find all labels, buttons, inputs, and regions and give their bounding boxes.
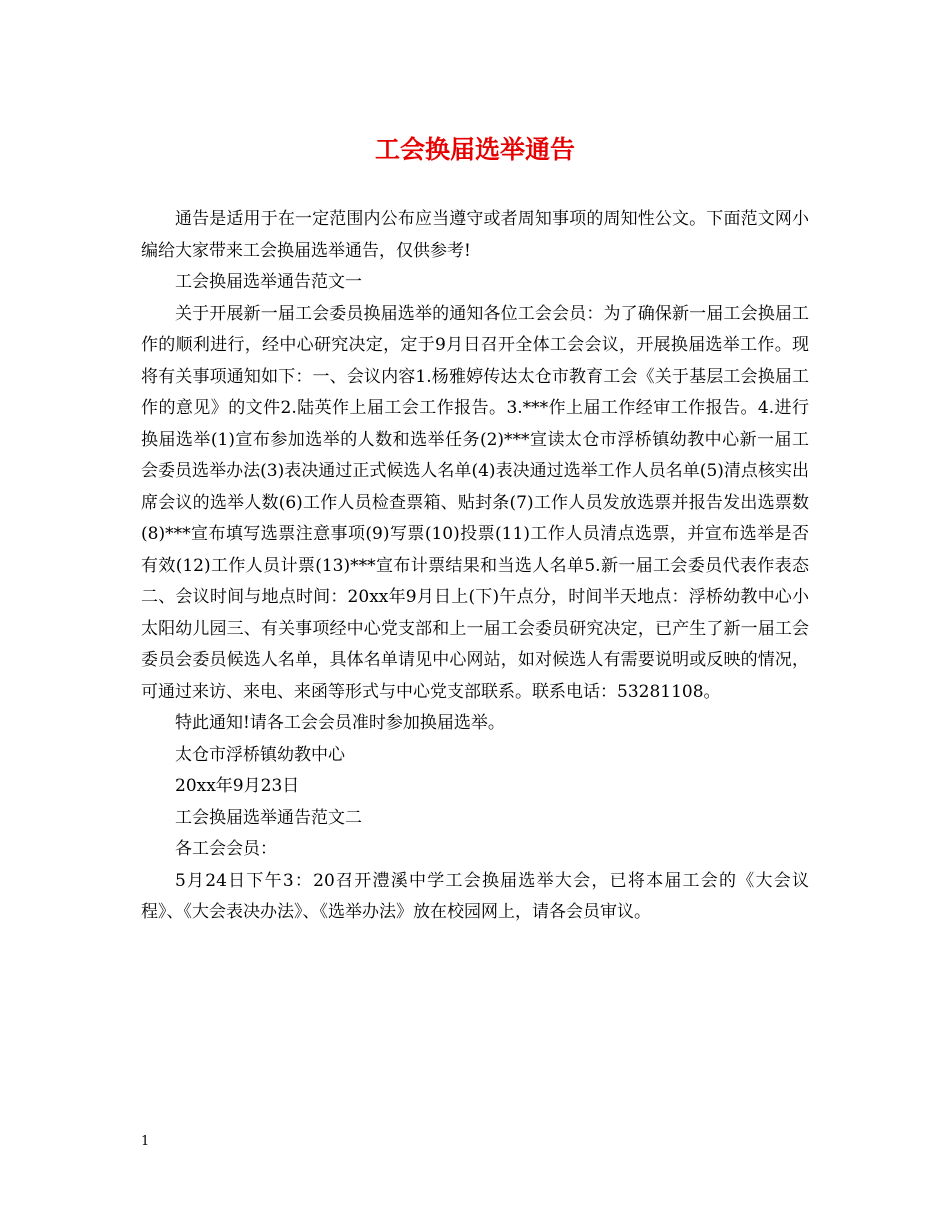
closing-notice: 特此通知!请各工会会员准时参加换届选举。 (175, 713, 505, 733)
sample-two-body: 5月24日下午3：20召开澧溪中学工会换届选举大会，已将本届工会的《大会议程》、《大会表决办法》、《选举办法》放在校园网上，请各会员审议。 (141, 870, 809, 922)
page-number: 1 (141, 1134, 150, 1149)
sample-one-body: 关于开展新一届工会委员换届选举的通知各位工会会员：为了确保新一届工会换届工作的顺利进行，经中心研究决定，定于9月日召开全体工会会议，开展换届选举工作。现将有关事项通知如下：一、会议内容1.杨雅婷传达太仓市教育工会《关于基层工会换届工作的意见》的文件2.陆英作上届工会工作报告。3.***作上届工作经审工作报告。4.进行换届选举(1)宣布参加选举的人数和选举任务(2)***宣读太仓市浮桥镇幼教中心新一届工会委员选举办法(3)表决通过正式候选人名单(4)表决通过选举工作人员名单(5)清点核实出席会议的选举人数(6)工作人员检查票箱、贴封条(7)工作人员发放选票并报告发出选票数(8)***宣布填写选票注意事项(9)写票(10)投票(11)工作人员清点选票，并宣布选举是否有效(12)工作人员计票(13)***宣布计票结果和当选人名单5.新一届工会委员代表作表态二、会议时间与地点时间：20xx年9月日上(下)午点分，时间半天地点：浮桥幼教中心小太阳幼儿园三、有关事项经中心党支部和上一届工会委员研究决定，已产生了新一届工会委员会委员候选人名单，具体名单请见中心网站，如对候选人有需要说明或反映的情况，可通过来访、来电、来函等形式与中心党支部联系。联系电话：53281108。 (141, 303, 809, 702)
intro-paragraph: 通告是适用于在一定范围内公布应当遵守或者周知事项的周知性公文。下面范文网小编给大家带来工会换届选举通告，仅供参考! (141, 209, 809, 261)
document-title: 工会换届选举通告 (374, 135, 575, 164)
document-body (141, 204, 809, 929)
salutation: 各工会会员： (175, 839, 277, 859)
sample-two-heading: 工会换届选举通告范文二 (175, 807, 362, 828)
issue-date: 20xx年9月23日 (175, 776, 300, 796)
sample-one-heading: 工会换届选举通告范文一 (175, 272, 362, 292)
issuer-name: 太仓市浮桥镇幼教中心 (175, 744, 345, 765)
